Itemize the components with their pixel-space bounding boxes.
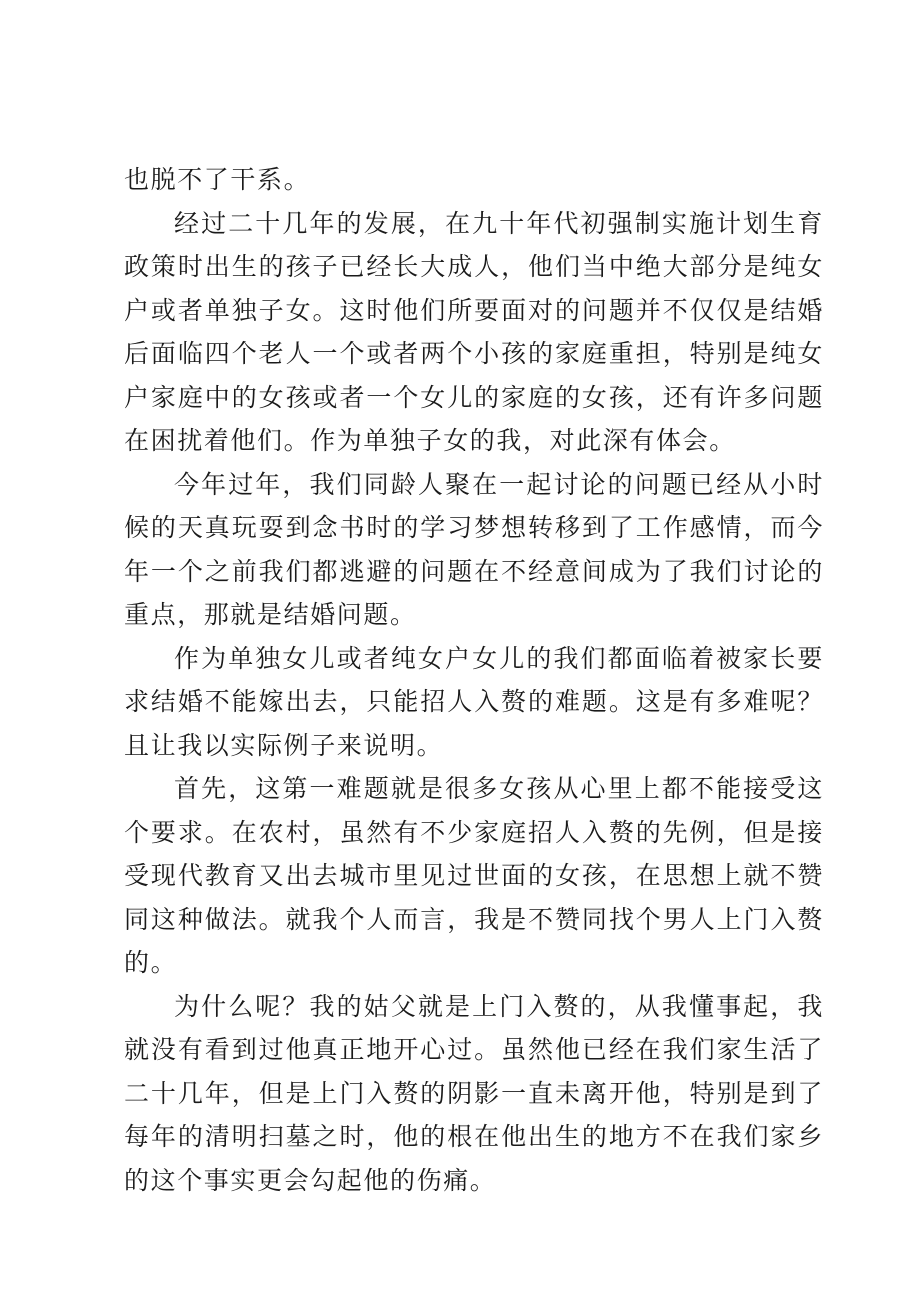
- body-text: [124, 158, 824, 1202]
- paragraph-6: 为什么呢？我的姑父就是上门入赘的，从我懂事起，我就没有看到过他真正地开心过。虽然他已经在我们家生活了二十几年，但是上门入赘的阴影一直未离开他，特别是到了每年的清明扫墓之时，他的根在他出生的地方不在我们家乡的这个事实更会勾起他的伤痛。: [124, 991, 824, 1195]
- paragraph-1: 也脱不了干系。: [124, 165, 311, 194]
- paragraph-3: 今年过年，我们同龄人聚在一起讨论的问题已经从小时候的天真玩耍到念书时的学习梦想转移到了工作感情，而今年一个之前我们都逃避的问题在不经意间成为了我们讨论的重点，那就是结婚问题。: [124, 469, 824, 629]
- paragraph-2: 经过二十几年的发展，在九十年代初强制实施计划生育政策时出生的孩子已经长大成人，他们当中绝大部分是纯女户或者单独子女。这时他们所要面对的问题并不仅仅是结婚后面临四个老人一个或者两个小孩的家庭重担，特别是纯女户家庭中的女孩或者一个女儿的家庭的女孩，还有许多问题在困扰着他们。作为单独子女的我，对此深有体会。: [124, 208, 824, 455]
- paragraph-4: 作为单独女儿或者纯女户女儿的我们都面临着被家长要求结婚不能嫁出去，只能招人入赘的难题。这是有多难呢？且让我以实际例子来说明。: [124, 643, 824, 760]
- paragraph-5: 首先，这第一难题就是很多女孩从心里上都不能接受这个要求。在农村，虽然有不少家庭招人入赘的先例，但是接受现代教育又出去城市里见过世面的女孩，在思想上就不赞同这种做法。就我个人而言，我是不赞同找个男人上门入赘的。: [124, 774, 824, 977]
